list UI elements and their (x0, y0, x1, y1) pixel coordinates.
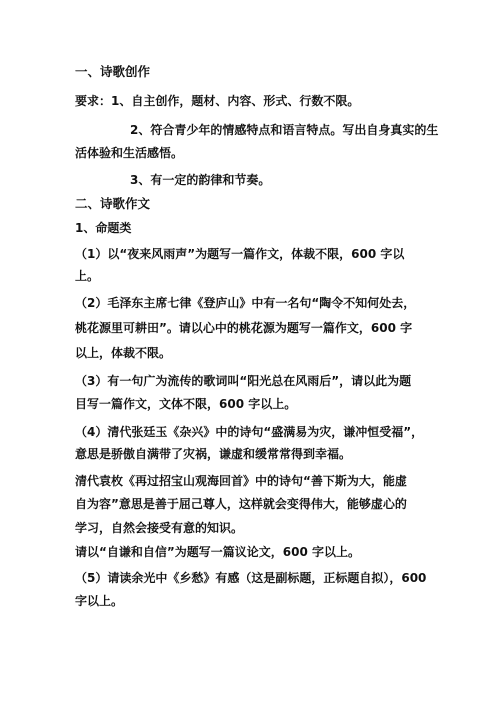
item3-line-1: （3）有一句广为流传的歌词叫“阳光总在风雨后”，请以此为题 (75, 374, 412, 388)
requirements-line-1 (75, 91, 425, 111)
item4-line-2: 意思是骄傲自满带了灾祸，谦虚和缓常常得到幸福。 (75, 447, 352, 461)
section2-title: 二、诗歌作文 (75, 196, 151, 211)
item4-line-3: 清代袁枚《再过招宝山观海回首》中的诗句“善下斯为大，能虚 (75, 474, 407, 488)
item1-line-2: 上。 (75, 269, 100, 283)
section1-title: 一、诗歌创作 (75, 64, 151, 79)
item5-line-1: （5）请读余光中《乡愁》有感（这是副标题，正标题自拟），600 (75, 571, 427, 585)
item4-line-4: 自为容”意思是善于屈己尊人，这样就会变得伟大，能够虚心的 (75, 497, 407, 511)
item4-line-1: （4）清代张廷玉《杂兴》中的诗句“盛满易为灾，谦冲恒受福”， (75, 425, 424, 439)
requirement-1: 1、自主创作，题材、内容、形式、行数不限。 (111, 94, 360, 108)
requirement-3: 3、有一定的韵律和节奏。 (130, 173, 271, 187)
subsection-title: 1、命题类 (75, 221, 132, 235)
requirement-2-line-1: 2、符合青少年的情感特点和语言特点。写出自身真实的生 (130, 123, 439, 137)
item1-line-1: （1）以“夜来风雨声”为题写一篇作文，体裁不限，600 字以 (75, 247, 405, 261)
requirements-label: 要求： (75, 94, 112, 108)
item4-line-6: 请以“自谦和自信”为题写一篇议论文，600 字以上。 (75, 545, 361, 559)
requirement-2-line-2: 活体验和生活感悟。 (75, 146, 184, 160)
item4-line-5: 学习，自然会接受有意的知识。 (75, 521, 244, 535)
item2-line-3: 以上，体裁不限。 (75, 346, 172, 360)
item2-line-1: （2）毛泽东主席七律《登庐山》中有一名句“陶令不知何处去， (75, 296, 416, 310)
item2-line-2: 桃花源里可耕田”。请以心中的桃花源为题写一篇作文，600 字 (75, 321, 413, 335)
item3-line-2: 目写一篇作文，文体不限，600 字以上。 (75, 397, 297, 411)
item5-line-2: 字以上。 (75, 594, 124, 608)
